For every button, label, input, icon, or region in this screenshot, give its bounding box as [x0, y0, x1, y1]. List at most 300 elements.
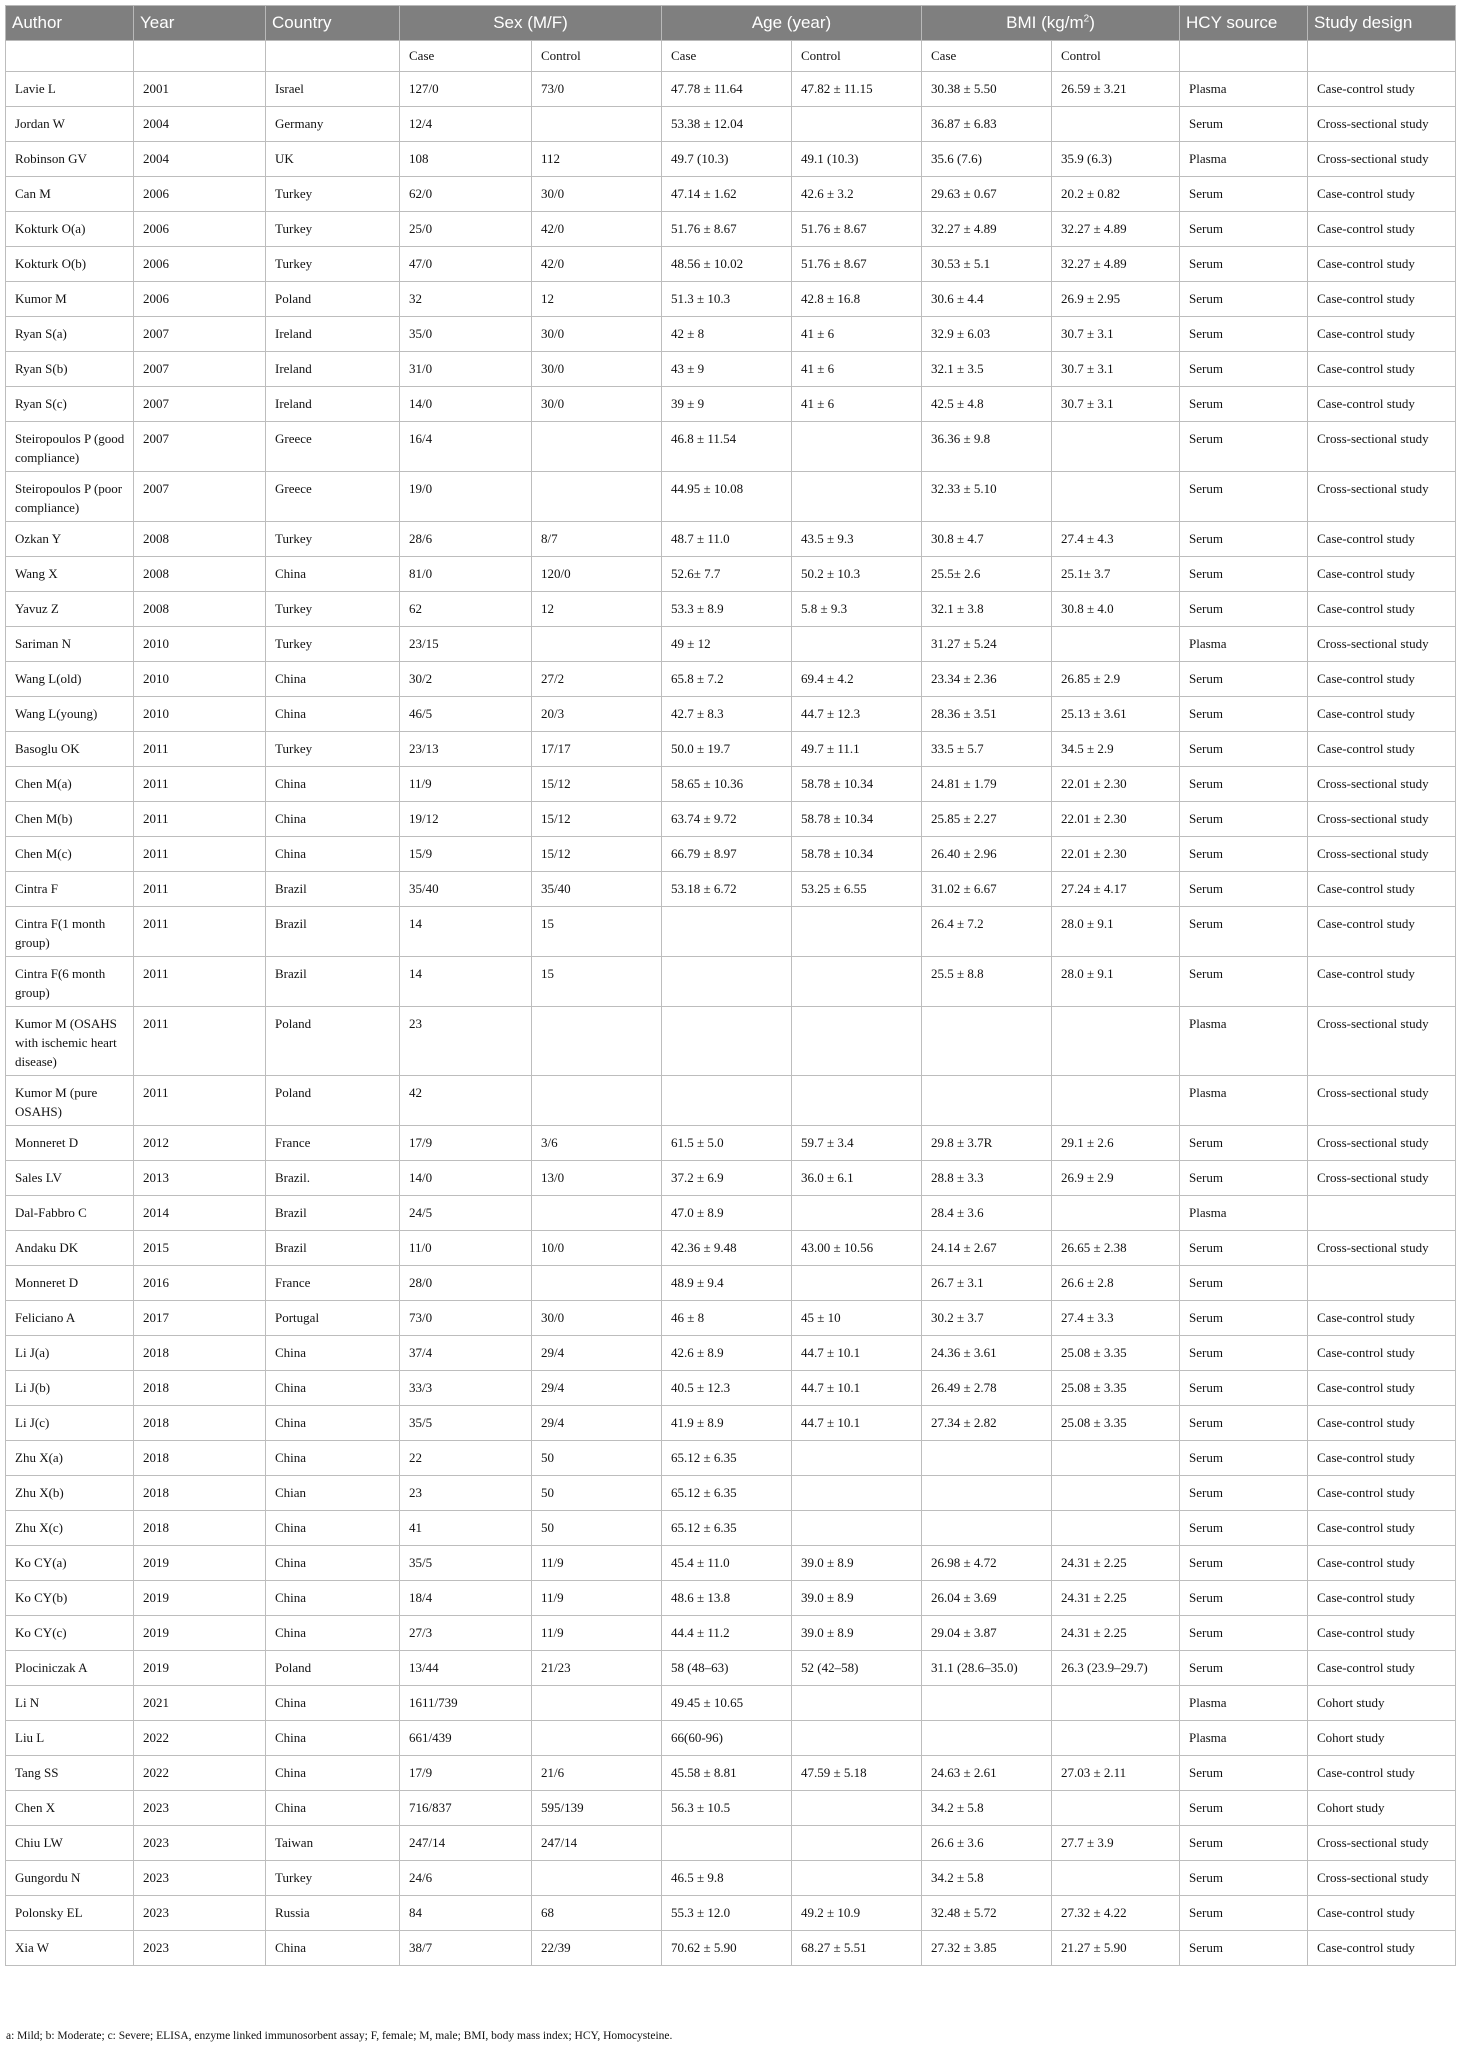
cell-sex-control: 27/2: [532, 662, 662, 697]
cell-hcy-source: Serum: [1180, 247, 1308, 282]
cell-author: Cintra F(1 month group): [6, 907, 134, 957]
header-bmi-superscript: 2: [1083, 13, 1090, 25]
cell-sex-control: 42/0: [532, 247, 662, 282]
cell-hcy-source: Serum: [1180, 522, 1308, 557]
cell-bmi-case: 35.6 (7.6): [922, 142, 1052, 177]
table-footnote: a: Mild; b: Moderate; c: Severe; ELISA, enzyme linked immunosorbent assay; F, female; M, male; BMI, body mass index; HCY, Homocysteine.: [6, 2030, 673, 2042]
cell-age-control: [792, 627, 922, 662]
cell-sex-control: 12: [532, 592, 662, 627]
cell-age-control: 5.8 ± 9.3: [792, 592, 922, 627]
cell-author: Chen M(b): [6, 802, 134, 837]
cell-bmi-control: 26.59 ± 3.21: [1052, 72, 1180, 107]
cell-year: 2008: [134, 522, 266, 557]
cell-hcy-source: Serum: [1180, 1581, 1308, 1616]
table-row: [6, 1266, 1456, 1301]
cell-author: Kumor M (OSAHS with ischemic heart disease): [6, 1007, 134, 1076]
cell-bmi-case: 31.27 ± 5.24: [922, 627, 1052, 662]
cell-bmi-case: 31.1 (28.6–35.0): [922, 1651, 1052, 1686]
table-row: [6, 1861, 1456, 1896]
cell-year: 2019: [134, 1546, 266, 1581]
cell-hcy-source: Serum: [1180, 1161, 1308, 1196]
cell-bmi-control: [1052, 1861, 1180, 1896]
cell-study-design: Case-control study: [1308, 957, 1456, 1007]
cell-study-design: Cross-sectional study: [1308, 1126, 1456, 1161]
cell-bmi-case: 24.36 ± 3.61: [922, 1336, 1052, 1371]
table-row: [6, 1721, 1456, 1756]
cell-year: 2019: [134, 1616, 266, 1651]
cell-country: Turkey: [266, 1861, 400, 1896]
cell-bmi-case: 34.2 ± 5.8: [922, 1791, 1052, 1826]
cell-country: China: [266, 1686, 400, 1721]
cell-year: 2015: [134, 1231, 266, 1266]
table-row: [6, 107, 1456, 142]
cell-sex-case: 13/44: [400, 1651, 532, 1686]
cell-bmi-control: 29.1 ± 2.6: [1052, 1126, 1180, 1161]
cell-age-case: 48.6 ± 13.8: [662, 1581, 792, 1616]
table-row: [6, 282, 1456, 317]
cell-bmi-control: 30.7 ± 3.1: [1052, 317, 1180, 352]
cell-study-design: Case-control study: [1308, 1896, 1456, 1931]
cell-author: Chen X: [6, 1791, 134, 1826]
table-row: [6, 1441, 1456, 1476]
cell-hcy-source: Serum: [1180, 422, 1308, 472]
cell-country: Turkey: [266, 177, 400, 212]
table-row: [6, 627, 1456, 662]
cell-study-design: Cross-sectional study: [1308, 627, 1456, 662]
table-row: [6, 732, 1456, 767]
cell-age-control: [792, 107, 922, 142]
cell-author: Xia W: [6, 1931, 134, 1966]
table-row: [6, 767, 1456, 802]
header-author: Author: [6, 6, 134, 41]
table-row: [6, 142, 1456, 177]
cell-author: Polonsky EL: [6, 1896, 134, 1931]
cell-bmi-control: 35.9 (6.3): [1052, 142, 1180, 177]
cell-bmi-control: 24.31 ± 2.25: [1052, 1546, 1180, 1581]
cell-bmi-control: 27.24 ± 4.17: [1052, 872, 1180, 907]
table-row: [6, 592, 1456, 627]
cell-sex-control: 11/9: [532, 1546, 662, 1581]
cell-author: Kokturk O(a): [6, 212, 134, 247]
cell-age-case: 42 ± 8: [662, 317, 792, 352]
cell-bmi-case: 42.5 ± 4.8: [922, 387, 1052, 422]
table-row: [6, 872, 1456, 907]
cell-bmi-case: 26.40 ± 2.96: [922, 837, 1052, 872]
cell-year: 2023: [134, 1791, 266, 1826]
table-body: [6, 41, 1456, 1966]
cell-author: Chen M(c): [6, 837, 134, 872]
cell-age-control: 44.7 ± 10.1: [792, 1371, 922, 1406]
cell-age-control: 41 ± 6: [792, 317, 922, 352]
cell-bmi-case: [922, 1476, 1052, 1511]
cell-author: Monneret D: [6, 1126, 134, 1161]
cell-author: Wang L(old): [6, 662, 134, 697]
cell-age-case: 55.3 ± 12.0: [662, 1896, 792, 1931]
cell-hcy-source: Serum: [1180, 352, 1308, 387]
cell-age-control: 53.25 ± 6.55: [792, 872, 922, 907]
cell-country: Poland: [266, 1651, 400, 1686]
cell-author: Can M: [6, 177, 134, 212]
cell-year: 2006: [134, 177, 266, 212]
cell-sex-case: 17/9: [400, 1126, 532, 1161]
table-row: [6, 1301, 1456, 1336]
cell-hcy-source: Serum: [1180, 1861, 1308, 1896]
cell-author: Li N: [6, 1686, 134, 1721]
cell-year: 2007: [134, 387, 266, 422]
cell-sex-case: 38/7: [400, 1931, 532, 1966]
cell-sex-case: 1611/739: [400, 1686, 532, 1721]
cell-author: Andaku DK: [6, 1231, 134, 1266]
subheader-sex-case: Case: [400, 41, 532, 72]
cell-sex-case: 30/2: [400, 662, 532, 697]
cell-age-control: [792, 1476, 922, 1511]
cell-bmi-case: 32.1 ± 3.8: [922, 592, 1052, 627]
cell-sex-control: 15/12: [532, 767, 662, 802]
cell-age-control: 44.7 ± 12.3: [792, 697, 922, 732]
cell-sex-control: [532, 1196, 662, 1231]
cell-age-case: 49.7 (10.3): [662, 142, 792, 177]
cell-sex-control: 11/9: [532, 1616, 662, 1651]
cell-bmi-case: 28.8 ± 3.3: [922, 1161, 1052, 1196]
cell-country: Brazil: [266, 872, 400, 907]
cell-country: China: [266, 1511, 400, 1546]
cell-hcy-source: Plasma: [1180, 627, 1308, 662]
cell-year: 2011: [134, 907, 266, 957]
cell-sex-control: [532, 472, 662, 522]
cell-study-design: Case-control study: [1308, 1616, 1456, 1651]
table-row: [6, 317, 1456, 352]
table-row: [6, 557, 1456, 592]
cell-year: 2007: [134, 422, 266, 472]
cell-sex-case: 18/4: [400, 1581, 532, 1616]
cell-age-case: 65.12 ± 6.35: [662, 1511, 792, 1546]
cell-sex-control: 10/0: [532, 1231, 662, 1266]
cell-sex-case: 14: [400, 957, 532, 1007]
cell-sex-control: 20/3: [532, 697, 662, 732]
cell-author: Ko CY(a): [6, 1546, 134, 1581]
cell-sex-case: 11/9: [400, 767, 532, 802]
cell-country: China: [266, 557, 400, 592]
cell-age-control: 47.59 ± 5.18: [792, 1756, 922, 1791]
table-row: [6, 1336, 1456, 1371]
cell-age-case: 42.6 ± 8.9: [662, 1336, 792, 1371]
table-header: [6, 6, 1456, 41]
cell-hcy-source: Serum: [1180, 802, 1308, 837]
cell-year: 2023: [134, 1861, 266, 1896]
cell-age-case: 53.3 ± 8.9: [662, 592, 792, 627]
cell-study-design: Case-control study: [1308, 732, 1456, 767]
cell-year: 2007: [134, 352, 266, 387]
cell-sex-control: 35/40: [532, 872, 662, 907]
cell-year: 2023: [134, 1896, 266, 1931]
cell-country: France: [266, 1126, 400, 1161]
cell-sex-control: 3/6: [532, 1126, 662, 1161]
table-row: [6, 907, 1456, 957]
cell-author: Sariman N: [6, 627, 134, 662]
cell-hcy-source: Serum: [1180, 282, 1308, 317]
cell-age-control: 52 (42–58): [792, 1651, 922, 1686]
header-age: Age (year): [662, 6, 922, 41]
cell-age-control: 58.78 ± 10.34: [792, 767, 922, 802]
cell-hcy-source: Serum: [1180, 1511, 1308, 1546]
cell-age-control: 39.0 ± 8.9: [792, 1616, 922, 1651]
cell-hcy-source: Serum: [1180, 212, 1308, 247]
cell-sex-case: 25/0: [400, 212, 532, 247]
cell-country: France: [266, 1266, 400, 1301]
cell-study-design: Cross-sectional study: [1308, 837, 1456, 872]
cell-study-design: Case-control study: [1308, 317, 1456, 352]
cell-study-design: Cross-sectional study: [1308, 107, 1456, 142]
cell-age-case: 70.62 ± 5.90: [662, 1931, 792, 1966]
table-row: [6, 1196, 1456, 1231]
cell-age-case: 40.5 ± 12.3: [662, 1371, 792, 1406]
cell-sex-control: 8/7: [532, 522, 662, 557]
cell-age-control: 45 ± 10: [792, 1301, 922, 1336]
cell-author: Ryan S(b): [6, 352, 134, 387]
cell-year: 2006: [134, 282, 266, 317]
cell-hcy-source: Serum: [1180, 1616, 1308, 1651]
cell-country: Brazil: [266, 907, 400, 957]
cell-bmi-case: 32.1 ± 3.5: [922, 352, 1052, 387]
cell-author: Li J(b): [6, 1371, 134, 1406]
cell-year: 2004: [134, 142, 266, 177]
cell-age-case: 50.0 ± 19.7: [662, 732, 792, 767]
table-row: [6, 1126, 1456, 1161]
cell-year: 2012: [134, 1126, 266, 1161]
cell-bmi-case: 32.33 ± 5.10: [922, 472, 1052, 522]
cell-age-control: [792, 1511, 922, 1546]
subheader-cell-empty: [1308, 41, 1456, 72]
cell-bmi-case: 36.87 ± 6.83: [922, 107, 1052, 142]
cell-age-control: 68.27 ± 5.51: [792, 1931, 922, 1966]
cell-hcy-source: Plasma: [1180, 1196, 1308, 1231]
header-bmi: [922, 6, 1180, 41]
cell-author: Basoglu OK: [6, 732, 134, 767]
cell-author: Zhu X(a): [6, 1441, 134, 1476]
cell-sex-case: 33/3: [400, 1371, 532, 1406]
cell-age-case: 44.95 ± 10.08: [662, 472, 792, 522]
cell-sex-case: 22: [400, 1441, 532, 1476]
cell-country: China: [266, 767, 400, 802]
cell-sex-case: 14/0: [400, 387, 532, 422]
table-row: [6, 1511, 1456, 1546]
cell-hcy-source: Serum: [1180, 1756, 1308, 1791]
cell-age-case: 52.6± 7.7: [662, 557, 792, 592]
table-row: [6, 1651, 1456, 1686]
cell-bmi-control: [1052, 1511, 1180, 1546]
cell-age-control: 42.8 ± 16.8: [792, 282, 922, 317]
cell-sex-case: 19/0: [400, 472, 532, 522]
cell-age-control: [792, 472, 922, 522]
cell-age-control: 43.00 ± 10.56: [792, 1231, 922, 1266]
cell-sex-case: 11/0: [400, 1231, 532, 1266]
cell-year: 2011: [134, 837, 266, 872]
cell-bmi-control: [1052, 1791, 1180, 1826]
cell-age-case: 37.2 ± 6.9: [662, 1161, 792, 1196]
cell-country: China: [266, 1791, 400, 1826]
cell-author: Kokturk O(b): [6, 247, 134, 282]
table-row: [6, 247, 1456, 282]
table-row: [6, 697, 1456, 732]
cell-sex-case: 46/5: [400, 697, 532, 732]
cell-year: 2023: [134, 1931, 266, 1966]
cell-study-design: Case-control study: [1308, 872, 1456, 907]
cell-bmi-case: 30.6 ± 4.4: [922, 282, 1052, 317]
cell-bmi-case: 27.34 ± 2.82: [922, 1406, 1052, 1441]
header-year: Year: [134, 6, 266, 41]
table-row: [6, 1756, 1456, 1791]
cell-country: Ireland: [266, 387, 400, 422]
cell-sex-case: 73/0: [400, 1301, 532, 1336]
cell-hcy-source: Plasma: [1180, 1686, 1308, 1721]
cell-author: Ryan S(a): [6, 317, 134, 352]
cell-author: Chen M(a): [6, 767, 134, 802]
cell-bmi-case: 24.14 ± 2.67: [922, 1231, 1052, 1266]
cell-sex-case: 247/14: [400, 1826, 532, 1861]
cell-sex-control: 68: [532, 1896, 662, 1931]
cell-age-control: 49.1 (10.3): [792, 142, 922, 177]
cell-country: Greece: [266, 422, 400, 472]
header-bmi-prefix: BMI (kg/m: [1006, 13, 1084, 32]
cell-sex-control: [532, 627, 662, 662]
cell-bmi-control: [1052, 422, 1180, 472]
header-sex: Sex (M/F): [400, 6, 662, 41]
subheader-bmi-control: Control: [1052, 41, 1180, 72]
subheader-cell-empty: [1180, 41, 1308, 72]
cell-year: 2011: [134, 732, 266, 767]
cell-study-design: Cross-sectional study: [1308, 767, 1456, 802]
cell-year: 2008: [134, 557, 266, 592]
cell-sex-control: 11/9: [532, 1581, 662, 1616]
cell-author: Plociniczak A: [6, 1651, 134, 1686]
cell-author: Jordan W: [6, 107, 134, 142]
cell-hcy-source: Serum: [1180, 1826, 1308, 1861]
cell-age-control: [792, 1266, 922, 1301]
table-row: [6, 662, 1456, 697]
cell-study-design: Cross-sectional study: [1308, 1007, 1456, 1076]
cell-age-case: 53.18 ± 6.72: [662, 872, 792, 907]
cell-year: 2011: [134, 1076, 266, 1126]
cell-bmi-case: 25.5 ± 8.8: [922, 957, 1052, 1007]
cell-hcy-source: Serum: [1180, 1336, 1308, 1371]
cell-study-design: Cohort study: [1308, 1721, 1456, 1756]
cell-age-control: [792, 1686, 922, 1721]
cell-country: Brazil: [266, 957, 400, 1007]
cell-author: Zhu X(c): [6, 1511, 134, 1546]
cell-age-control: 58.78 ± 10.34: [792, 802, 922, 837]
cell-hcy-source: Plasma: [1180, 142, 1308, 177]
cell-country: China: [266, 1546, 400, 1581]
cell-country: Poland: [266, 282, 400, 317]
subheader-age-control: Control: [792, 41, 922, 72]
cell-bmi-case: 23.34 ± 2.36: [922, 662, 1052, 697]
cell-study-design: Case-control study: [1308, 247, 1456, 282]
cell-bmi-control: 22.01 ± 2.30: [1052, 802, 1180, 837]
cell-author: Kumor M: [6, 282, 134, 317]
cell-bmi-control: 20.2 ± 0.82: [1052, 177, 1180, 212]
cell-study-design: Cross-sectional study: [1308, 142, 1456, 177]
cell-country: Germany: [266, 107, 400, 142]
cell-hcy-source: Serum: [1180, 317, 1308, 352]
cell-bmi-control: 21.27 ± 5.90: [1052, 1931, 1180, 1966]
cell-year: 2018: [134, 1371, 266, 1406]
cell-age-case: 41.9 ± 8.9: [662, 1406, 792, 1441]
cell-sex-case: 62/0: [400, 177, 532, 212]
cell-sex-case: 62: [400, 592, 532, 627]
cell-sex-control: 595/139: [532, 1791, 662, 1826]
table-row: [6, 522, 1456, 557]
cell-year: 2010: [134, 662, 266, 697]
cell-country: China: [266, 1371, 400, 1406]
cell-author: Li J(c): [6, 1406, 134, 1441]
cell-sex-control: [532, 1266, 662, 1301]
cell-year: 2006: [134, 212, 266, 247]
cell-country: China: [266, 1756, 400, 1791]
table-row: [6, 1231, 1456, 1266]
cell-age-control: [792, 1076, 922, 1126]
cell-bmi-control: 26.65 ± 2.38: [1052, 1231, 1180, 1266]
cell-sex-control: 21/6: [532, 1756, 662, 1791]
cell-study-design: Case-control study: [1308, 1511, 1456, 1546]
cell-year: 2018: [134, 1406, 266, 1441]
table-row: [6, 1076, 1456, 1126]
cell-bmi-case: 24.81 ± 1.79: [922, 767, 1052, 802]
cell-age-case: 44.4 ± 11.2: [662, 1616, 792, 1651]
cell-country: Brazil: [266, 1196, 400, 1231]
cell-country: Poland: [266, 1007, 400, 1076]
cell-age-case: 56.3 ± 10.5: [662, 1791, 792, 1826]
cell-year: 2018: [134, 1336, 266, 1371]
cell-bmi-case: 30.38 ± 5.50: [922, 72, 1052, 107]
cell-bmi-control: [1052, 1686, 1180, 1721]
cell-sex-control: 15: [532, 957, 662, 1007]
cell-age-case: 47.0 ± 8.9: [662, 1196, 792, 1231]
cell-age-control: [792, 1861, 922, 1896]
cell-hcy-source: Serum: [1180, 837, 1308, 872]
cell-bmi-control: [1052, 472, 1180, 522]
cell-bmi-control: 22.01 ± 2.30: [1052, 837, 1180, 872]
cell-sex-case: 31/0: [400, 352, 532, 387]
cell-study-design: Case-control study: [1308, 522, 1456, 557]
cell-study-design: [1308, 1266, 1456, 1301]
table-row: [6, 212, 1456, 247]
cell-sex-control: [532, 1686, 662, 1721]
cell-sex-case: 35/5: [400, 1406, 532, 1441]
cell-bmi-case: [922, 1686, 1052, 1721]
cell-age-control: 51.76 ± 8.67: [792, 212, 922, 247]
cell-hcy-source: Serum: [1180, 387, 1308, 422]
cell-study-design: Cross-sectional study: [1308, 802, 1456, 837]
cell-author: Cintra F(6 month group): [6, 957, 134, 1007]
cell-bmi-control: 30.8 ± 4.0: [1052, 592, 1180, 627]
cell-study-design: Case-control study: [1308, 697, 1456, 732]
cell-author: Steiropoulos P (poor compliance): [6, 472, 134, 522]
cell-country: Israel: [266, 72, 400, 107]
cell-bmi-case: 32.27 ± 4.89: [922, 212, 1052, 247]
cell-sex-case: 24/5: [400, 1196, 532, 1231]
cell-author: Kumor M (pure OSAHS): [6, 1076, 134, 1126]
cell-age-case: 47.78 ± 11.64: [662, 72, 792, 107]
cell-age-case: 49 ± 12: [662, 627, 792, 662]
header-bmi-suffix: ): [1089, 13, 1095, 32]
cell-sex-control: [532, 107, 662, 142]
cell-age-case: 51.76 ± 8.67: [662, 212, 792, 247]
cell-country: Chian: [266, 1476, 400, 1511]
cell-age-case: [662, 1007, 792, 1076]
cell-bmi-case: 28.36 ± 3.51: [922, 697, 1052, 732]
cell-sex-control: 13/0: [532, 1161, 662, 1196]
cell-study-design: Cross-sectional study: [1308, 1076, 1456, 1126]
